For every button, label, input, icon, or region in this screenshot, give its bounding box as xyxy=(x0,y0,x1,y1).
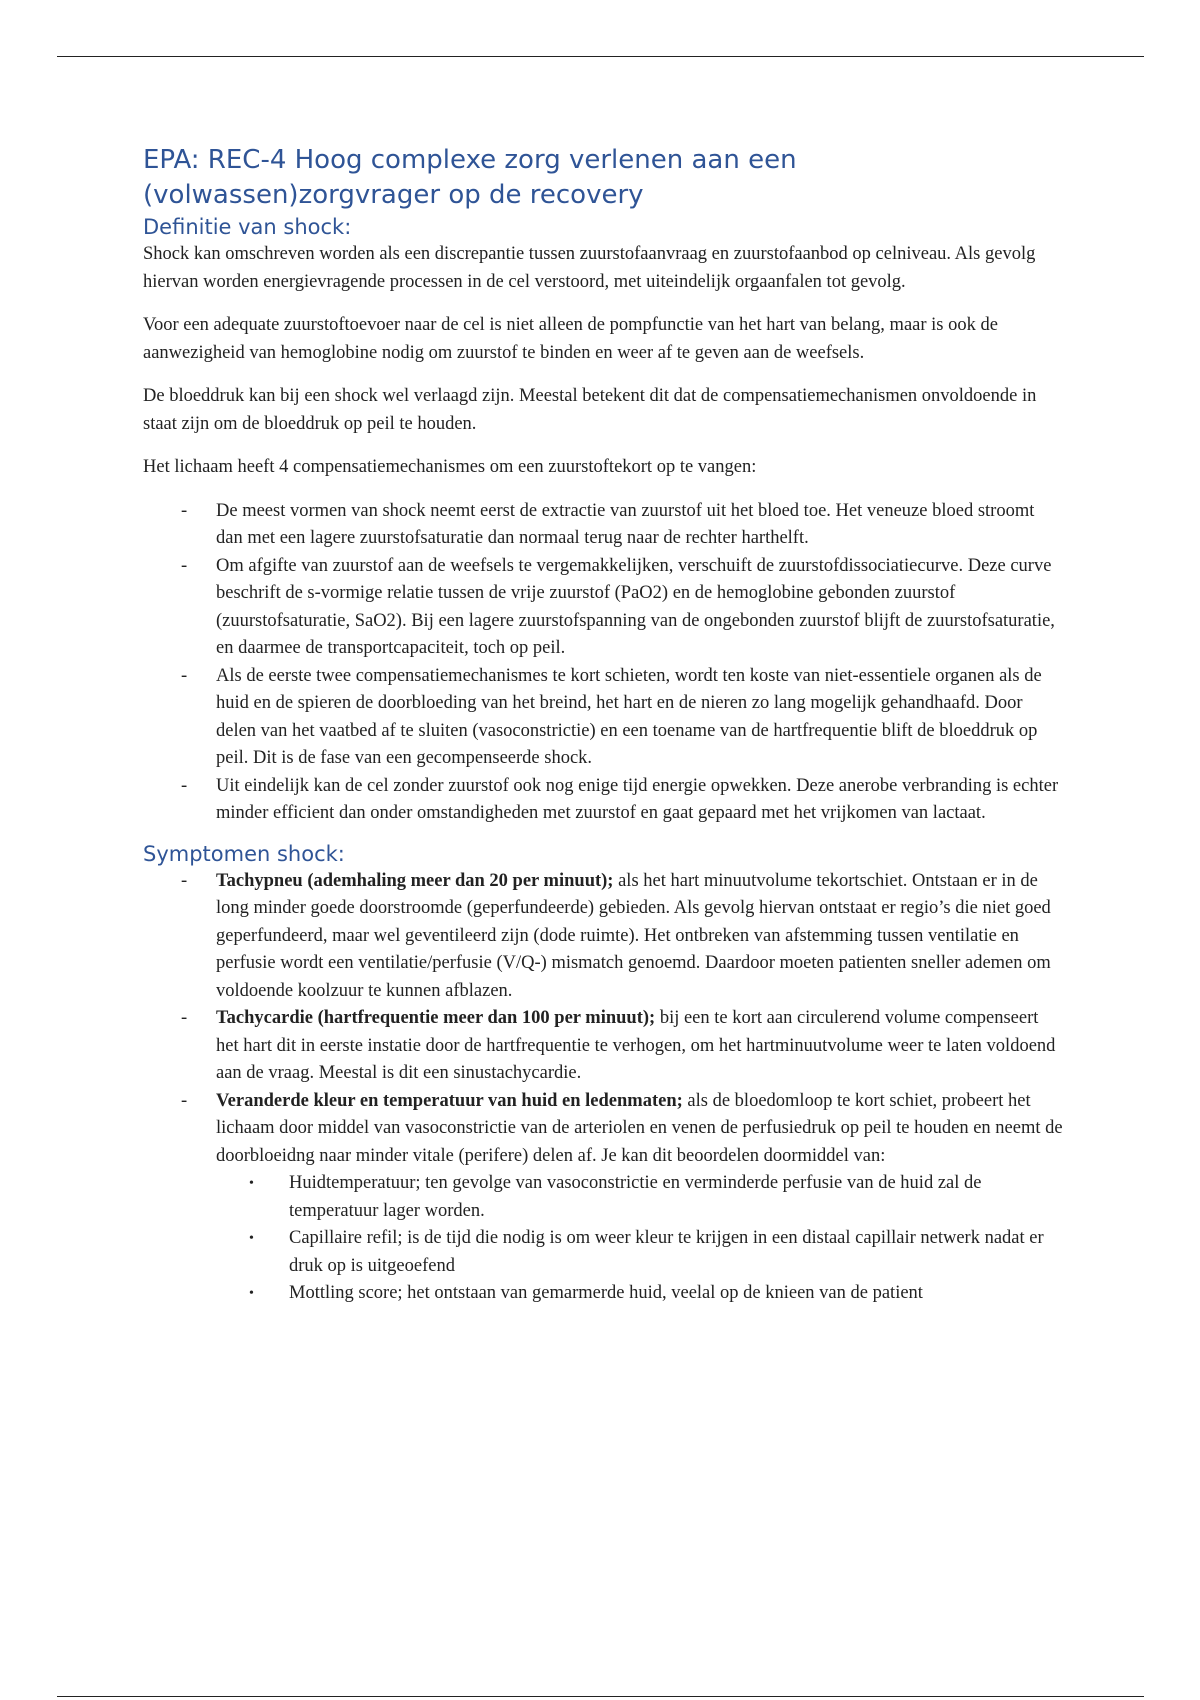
dash-marker: - xyxy=(181,555,188,576)
sublist-item xyxy=(216,1170,1063,1225)
list-item-text: De meest vormen van shock neemt eerst de extractie van zuurstof uit het bloed toe. Het veneuze bloed stroomt dan met een lagere zuurstofsaturatie dan normaal terug naar de rechter harthelft. xyxy=(216,500,1035,548)
sublist-item-text: Huidtemperatuur; ten gevolge van vasoconstrictie en verminderde perfusie van de huid zal de temperatuur lager worden. xyxy=(289,1173,982,1221)
footer-rule xyxy=(57,1696,1144,1697)
dash-marker: - xyxy=(181,870,188,891)
list-item xyxy=(143,868,1063,1006)
symptom-text: bij een te kort aan circulerend volume compenseert het hart dit in eerste instatie door de hartfrequentie te verhogen, om het hartminuutvolume weer te laten voldoend aan de vraag. Meestal is dit een sinustachycardie. xyxy=(216,1008,1056,1083)
document-body xyxy=(143,143,1063,1320)
dash-marker: - xyxy=(181,1008,188,1028)
bullet-marker: • xyxy=(249,1231,254,1246)
symptom-title: Tachypneu (ademhaling meer dan 20 per minuut); xyxy=(216,870,614,891)
sublist-item-text: Mottling score; het ontstaan van gemarmerde huid, veelal op de knieen van de patient xyxy=(289,1283,923,1303)
list-item xyxy=(143,498,1063,553)
header-rule xyxy=(57,56,1144,57)
symptom-text: als het hart minuutvolume tekortschiet. Ontstaan er in de long minder goede doorstroomde (geperfundeerde) gebieden. Als gevolg hiervan ontstaat er regio’s die niet goed geperfundeerd, maar wel geventileerd zijn (dode ruimte). Het ontbreken van afstemming tussen ventilatie en perfusie wordt een ventilatie/perfusie (V/Q-) mismatch genoemd. Daardoor moeten patienten sneller ademen om voldoende koolzuur te kunnen afblazen. xyxy=(216,870,1051,1001)
dash-marker: - xyxy=(181,775,188,796)
paragraph: De bloeddruk kan bij een shock wel verlaagd zijn. Meestal betekent dit dat de compensatiemechanismen onvoldoende in staat zijn om de bloeddruk op peil te houden. xyxy=(143,386,1037,434)
list-item-text: Uit eindelijk kan de cel zonder zuurstof ook nog enige tijd energie opwekken. Deze anerobe verbranding is echter minder efficient dan onder omstandigheden met zuurstof en gaat gepaard met het vrijkomen van lactaat. xyxy=(216,775,1059,823)
symptom-title: Veranderde kleur en temperatuur van huid en ledenmaten; xyxy=(216,1090,683,1111)
list-item xyxy=(143,1005,1063,1088)
list-item xyxy=(143,773,1063,828)
dash-marker: - xyxy=(181,665,188,686)
bullet-marker: • xyxy=(249,1176,254,1191)
definition-heading: Definitie van shock: xyxy=(143,215,352,239)
dash-marker: - xyxy=(181,500,188,521)
symptoms-heading: Symptomen shock: xyxy=(143,841,345,866)
sublist-item xyxy=(216,1225,1063,1280)
sublist-item-text: Capillaire refil; is de tijd die nodig is om weer kleur te krijgen in een distaal capillair netwerk nadat er druk op is uitgeoefend xyxy=(289,1228,1044,1276)
paragraph: Het lichaam heeft 4 compensatiemechanismes om een zuurstoftekort op te vangen: xyxy=(143,457,757,477)
symptom-title: Tachycardie (hartfrequentie meer dan 100 per minuut); xyxy=(216,1008,656,1028)
compensation-mechanisms-list xyxy=(143,498,1063,828)
symptom-text: als de bloedomloop te kort schiet, probeert het lichaam door middel van vasoconstrictie van de arteriolen en venen de perfusiedruk op peil te houden en neemt de doorbloeidng naar minder vitale (perifere) delen af. Je kan dit beoordelen doormiddel van: xyxy=(216,1090,1063,1166)
list-item xyxy=(143,553,1063,663)
dash-marker: - xyxy=(181,1090,188,1111)
list-item xyxy=(143,663,1063,773)
assessment-sublist xyxy=(216,1170,1063,1308)
bullet-marker: • xyxy=(249,1286,254,1301)
list-item xyxy=(143,1088,1063,1308)
list-item-text: Om afgifte van zuurstof aan de weefsels te vergemakkelijken, verschuift de zuurstofdissociatiecurve. Deze curve beschrift de s-vormige relatie tussen de vrije zuurstof (PaO2) en de hemoglobine gebonden zuurstof (zuurstofsaturatie, SaO2). Bij een lagere zuurstofspanning van de ongebonden zuurstof blijft de zuurstofsaturatie, en daarmee de transportcapaciteit, toch op peil. xyxy=(216,555,1055,658)
paragraph: Shock kan omschreven worden als een discrepantie tussen zuurstofaanvraag en zuurstofaanbod op celniveau. Als gevolg hiervan worden energievragende processen in de cel verstoord, met uiteindelijk orgaanfalen tot gevolg. xyxy=(143,244,1036,292)
symptoms-list xyxy=(143,868,1063,1308)
paragraph: Voor een adequate zuurstoftoevoer naar de cel is niet alleen de pompfunctie van het hart van belang, maar is ook de aanwezigheid van hemoglobine nodig om zuurstof te binden en weer af te geven aan de weefsels. xyxy=(143,315,998,363)
list-item-text: Als de eerste twee compensatiemechanismes te kort schieten, wordt ten koste van niet-essentiele organen als de huid en de spieren de doorbloeding van het breind, het hart en de nieren zo lang mogelijk gehandhaafd. Door delen van het vaatbed af te sluiten (vasoconstrictie) en een toename van de hartfrequentie blift de bloeddruk op peil. Dit is de fase van een gecompenseerde shock. xyxy=(216,665,1042,768)
sublist-item xyxy=(216,1280,1063,1308)
document-title: EPA: REC-4 Hoog complexe zorg verlenen aan een (volwassen)zorgvrager op de recovery xyxy=(143,145,797,210)
